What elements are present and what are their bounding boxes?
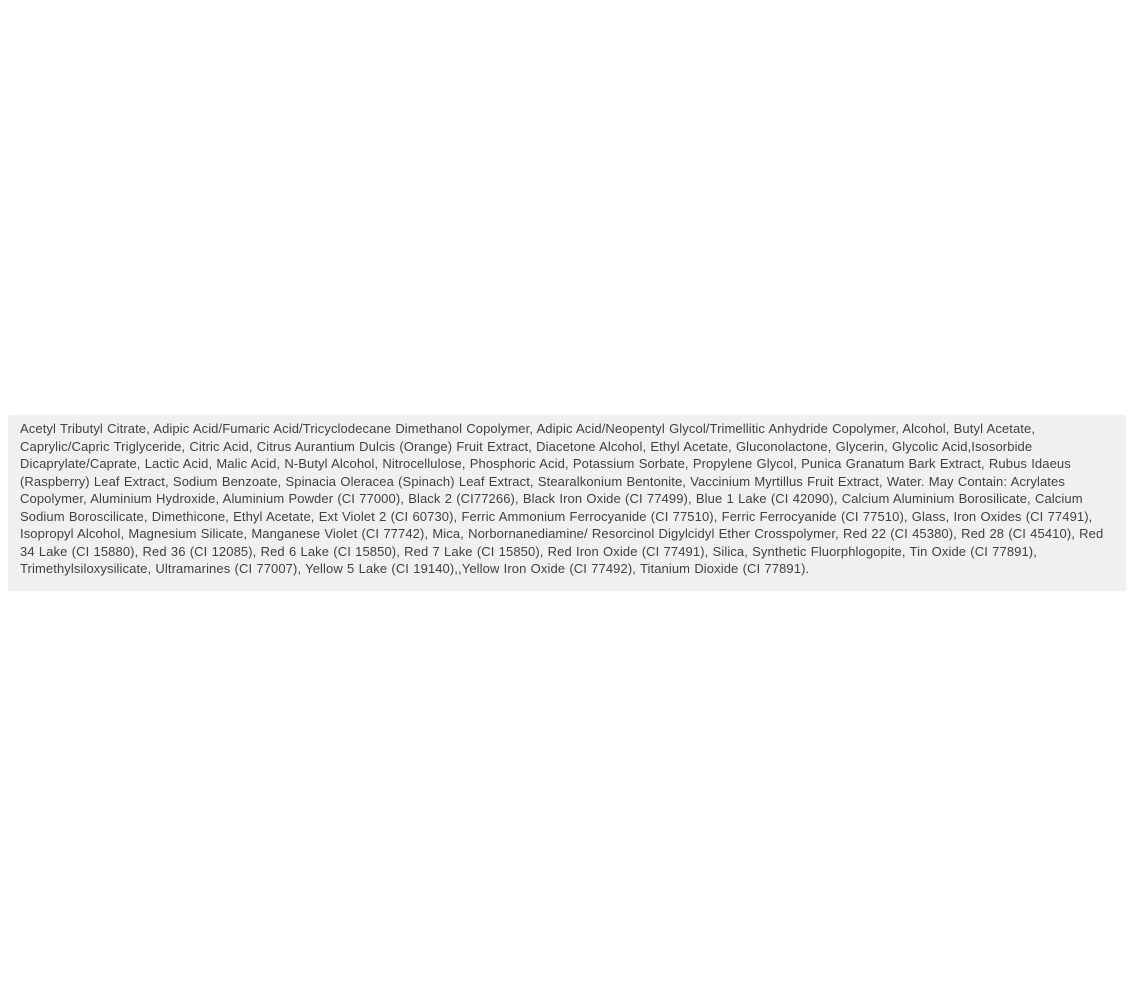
ingredients-panel <box>8 415 1126 591</box>
ingredients-text: Acetyl Tributyl Citrate, Adipic Acid/Fumaric Acid/Tricyclodecane Dimethanol Copolymer, Adipic Acid/Neopentyl Glycol/Trimellitic Anhydride Copolymer, Alcohol, Butyl Acetate, Caprylic/Capric Triglyceride, Citric Acid, Citrus Aurantium Dulcis (Orange) Fruit Extract, Diacetone Alcohol, Ethyl Acetate, Gluconolactone, Glycerin, Glycolic Acid,Isosorbide Dicaprylate/Caprate, Lactic Acid, Malic Acid, N-Butyl Alcohol, Nitrocellulose, Phosphoric Acid, Potassium Sorbate, Propylene Glycol, Punica Granatum Bark Extract, Rubus Idaeus (Raspberry) Leaf Extract, Sodium Benzoate, Spinacia Oleracea (Spinach) Leaf Extract, Stearalkonium Bentonite, Vaccinium Myrtillus Fruit Extract, Water. May Contain: Acrylates Copolymer, Aluminium Hydroxide, Aluminium Powder (CI 77000), Black 2 (CI77266), Black Iron Oxide (CI 77499), Blue 1 Lake (CI 42090), Calcium Aluminium Borosilicate, Calcium Sodium Boroscilicate, Dimethicone, Ethyl Acetate, Ext Violet 2 (CI 60730), Ferric Ammonium Ferrocyanide (CI 77510), Ferric Ferrocyanide (CI 77510), Glass, Iron Oxides (CI 77491), Isopropyl Alcohol, Magnesium Silicate, Manganese Violet (CI 77742), Mica, Norbornanediamine/ Resorcinol Digylcidyl Ether Crosspolymer, Red 22 (CI 45380), Red 28 (CI 45410), Red 34 Lake (CI 15880), Red 36 (CI 12085), Red 6 Lake (CI 15850), Red 7 Lake (CI 15850), Red Iron Oxide (CI 77491), Silica, Synthetic Fluorphlogopite, Tin Oxide (CI 77891), Trimethylsiloxysilicate, Ultramarines (CI 77007), Yellow 5 Lake (CI 19140),,Yellow Iron Oxide (CI 77492), Titanium Dioxide (CI 77891). <box>20 421 1104 576</box>
